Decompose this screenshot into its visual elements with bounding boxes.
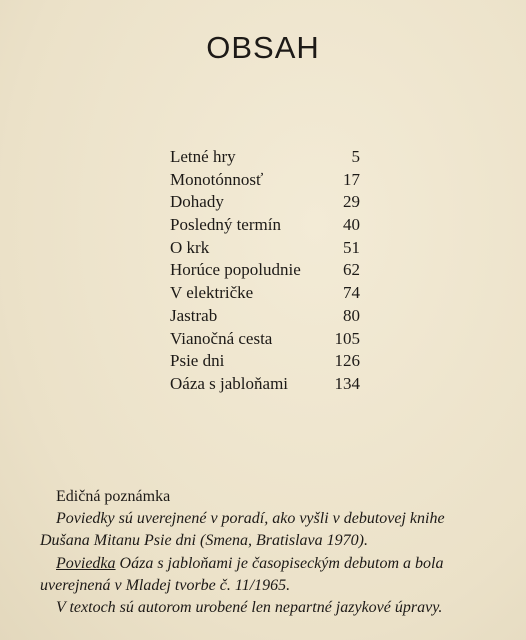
table-of-contents (170, 146, 360, 396)
toc-entry-page: 40 (343, 215, 360, 235)
toc-entry-title: Posledný termín (170, 215, 281, 235)
toc-entry-title: Jastrab (170, 305, 218, 325)
toc-entry (170, 214, 360, 237)
toc-entry (170, 237, 360, 260)
toc-entry-page: 80 (343, 305, 360, 325)
toc-entry-title: V električke (170, 283, 254, 303)
toc-entry-page: 74 (343, 283, 360, 303)
editorial-note-underlined-word: Poviedka (56, 554, 116, 572)
toc-entry-title: Horúce popoludnie (170, 260, 301, 280)
toc-entry-title: Psie dni (170, 351, 225, 371)
toc-entry-page: 134 (334, 373, 360, 393)
toc-entry-page: 5 (351, 147, 360, 166)
editorial-note-text: Oáza s jabloňami je časopiseckým debutom a bola (115, 554, 444, 572)
toc-entry (170, 169, 360, 192)
editorial-note-line: Poviedky sú uverejnené v poradí, ako vyšli v debutovej knihe (56, 510, 445, 528)
toc-entry-title: Monotónnosť (170, 169, 264, 189)
toc-entry-title: O krk (170, 237, 210, 257)
toc-entry-title: Letné hry (170, 147, 236, 166)
toc-entry (170, 191, 360, 214)
editorial-note-line (40, 553, 510, 575)
toc-entry (170, 328, 360, 351)
toc-entry-page: 62 (343, 260, 360, 280)
toc-entry (170, 350, 360, 373)
toc-entry-page: 105 (334, 328, 360, 348)
toc-entry-title: Oáza s jabloňami (170, 373, 289, 393)
toc-entry-page: 29 (343, 192, 360, 212)
toc-entry-page: 126 (334, 351, 360, 371)
editorial-note (40, 486, 510, 619)
page-title: OBSAH (206, 30, 320, 65)
toc-entry (170, 305, 360, 328)
toc-entry-title: Vianočná cesta (170, 328, 273, 348)
toc-entry-title: Dohady (170, 192, 224, 212)
editorial-note-line: uverejnená v Mladej tvorbe č. 11/1965. (40, 576, 291, 594)
editorial-note-line: V textoch sú autorom urobené len nepartné jazykové úpravy. (56, 599, 443, 617)
toc-entry (170, 146, 360, 169)
toc-entry-page: 51 (343, 237, 360, 257)
toc-entry (170, 282, 360, 305)
toc-entry (170, 259, 360, 282)
toc-entry-page: 17 (343, 169, 360, 189)
editorial-note-heading: Edičná poznámka (56, 488, 171, 505)
editorial-note-line: Dušana Mitanu Psie dni (Smena, Bratislava 1970). (40, 532, 368, 550)
toc-entry (170, 373, 360, 396)
